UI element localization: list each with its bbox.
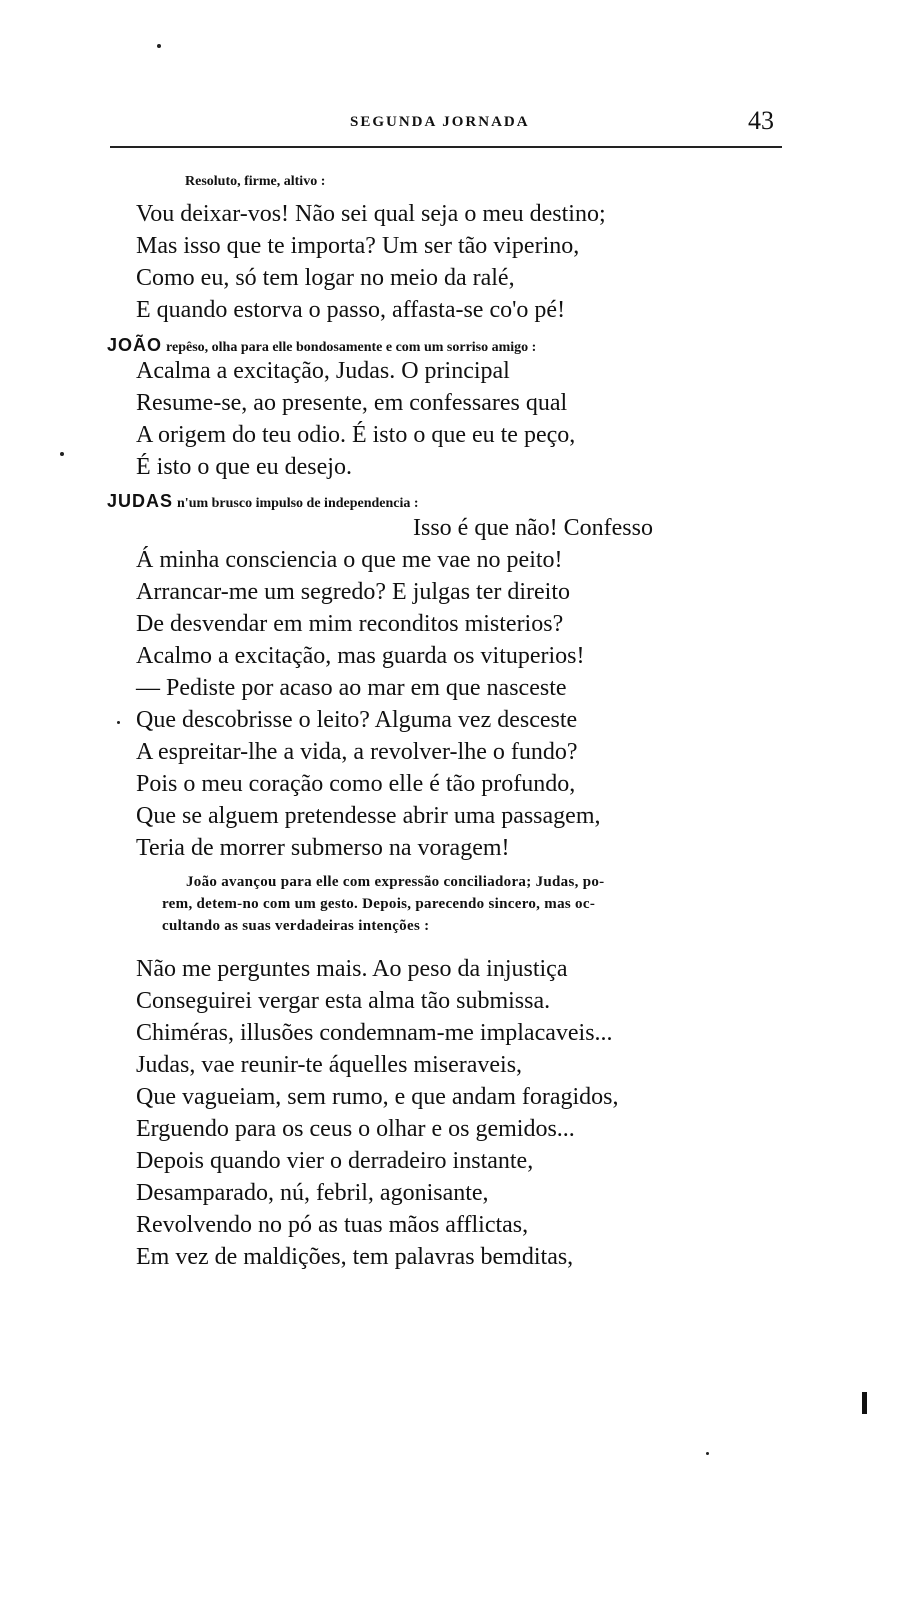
verse-line: Mas isso que te importa? Um ser tão viperino,	[136, 233, 580, 259]
verse-line: Em vez de maldições, tem palavras bemditas,	[136, 1244, 574, 1270]
margin-mark	[862, 1392, 867, 1414]
verse-line: Desamparado, nú, febril, agonisante,	[136, 1180, 489, 1206]
verse-line: Que descobrisse o leito? Alguma vez desceste	[136, 707, 578, 733]
print-speck	[117, 721, 120, 724]
speaker-direction: repêso, olha para elle bondosamente e com um sorriso amigo :	[166, 340, 537, 355]
verse-line: Como eu, só tem logar no meio da ralé,	[136, 265, 515, 291]
speaker-heading	[107, 335, 536, 356]
verse-line: Chiméras, illusões condemnam-me implacaveis...	[136, 1020, 613, 1046]
verse-line: A espreitar-lhe a vida, a revolver-lhe o fundo?	[136, 739, 578, 765]
verse-line: — Pediste por acaso ao mar em que nasceste	[136, 675, 567, 701]
verse-line: Que se alguem pretendesse abrir uma passagem,	[136, 803, 601, 829]
stage-note-line: cultando as suas verdadeiras intenções :	[162, 918, 430, 934]
verse-line: Resume-se, ao presente, em confessares qual	[136, 390, 568, 416]
print-speck	[157, 44, 161, 48]
running-title: SEGUNDA JORNADA	[350, 114, 530, 130]
verse-line: Vou deixar-vos! Não sei qual seja o meu destino;	[136, 201, 606, 227]
speaker-direction: n'um brusco impulso de independencia :	[177, 496, 419, 511]
verse-continuation: Isso é que não! Confesso	[413, 515, 653, 541]
speaker-heading	[107, 491, 419, 512]
verse-line: De desvendar em mim reconditos misterios?	[136, 611, 564, 637]
verse-line: Conseguirei vergar esta alma tão submissa.	[136, 988, 551, 1014]
stage-note-line: rem, detem-no com um gesto. Depois, parecendo sincero, mas oc-	[162, 896, 596, 912]
page-header	[110, 106, 782, 142]
print-speck	[60, 452, 64, 456]
speaker-name: JUDAS	[107, 491, 174, 511]
verse-line: Não me perguntes mais. Ao peso da injustiça	[136, 956, 568, 982]
verse-line: Que vagueiam, sem rumo, e que andam foragidos,	[136, 1084, 619, 1110]
verse-line: Erguendo para os ceus o olhar e os gemidos...	[136, 1116, 575, 1142]
verse-line: Arrancar-me um segredo? E julgas ter direito	[136, 579, 571, 605]
verse-line: É isto o que eu desejo.	[136, 454, 352, 480]
verse-line: E quando estorva o passo, affasta-se co'o pé!	[136, 297, 566, 323]
verse-line: Depois quando vier o derradeiro instante,	[136, 1148, 534, 1174]
verse-line: A origem do teu odio. É isto o que eu te peço,	[136, 422, 576, 448]
speaker-name: JOÃO	[107, 335, 163, 355]
verse-line: Acalmo a excitação, mas guarda os vituperios!	[136, 643, 585, 669]
stage-note-line: João avançou para elle com expressão conciliadora; Judas, po-	[186, 874, 605, 890]
verse-line: Teria de morrer submerso na voragem!	[136, 835, 510, 861]
stage-direction: Resoluto, firme, altivo :	[185, 174, 326, 189]
verse-line: Revolvendo no pó as tuas mãos afflictas,	[136, 1212, 529, 1238]
verse-line: Pois o meu coração como elle é tão profundo,	[136, 771, 576, 797]
verse-line: Á minha consciencia o que me vae no peito!	[136, 547, 563, 573]
verse-line: Acalma a excitação, Judas. O principal	[136, 358, 510, 384]
verse-line: Judas, vae reunir-te áquelles miseraveis,	[136, 1052, 523, 1078]
page-number: 43	[748, 106, 774, 135]
print-speck	[706, 1452, 709, 1455]
header-rule	[110, 146, 782, 148]
